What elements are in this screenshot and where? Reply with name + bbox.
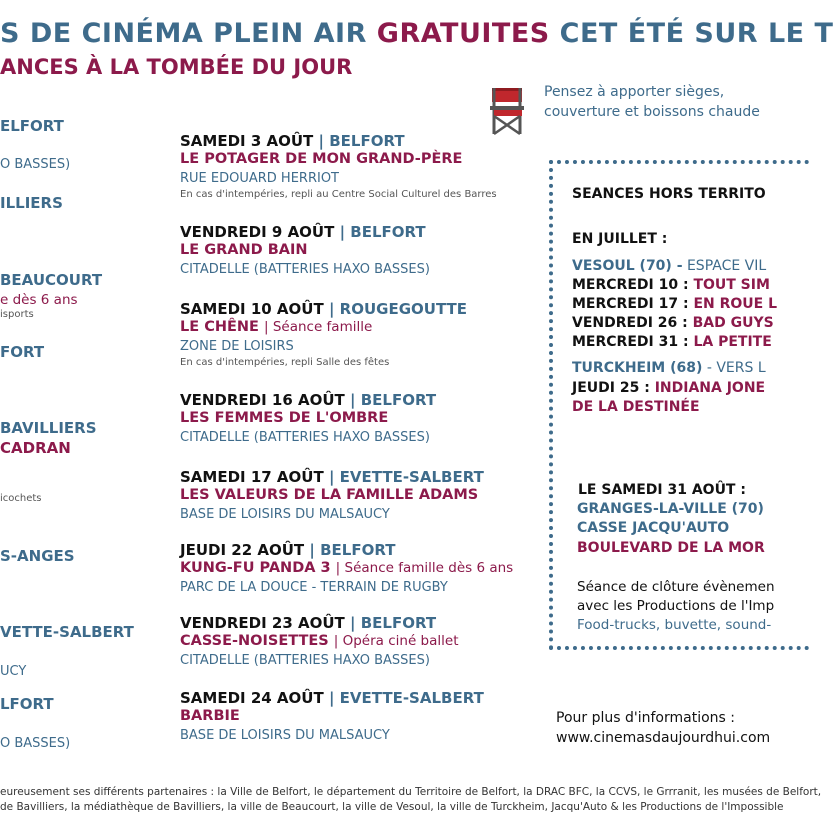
left-column-fragment: FORT xyxy=(0,343,45,361)
final-city: GRANGES-LA-VILLE (70) xyxy=(577,501,764,517)
event-film xyxy=(180,151,462,167)
event-place: BELFORT xyxy=(360,614,437,632)
event-place: EVETTE-SALBERT xyxy=(339,468,484,486)
poster-title: S DE CINÉMA PLEIN AIR GRATUITES CET ÉTÉ SUR LE T xyxy=(0,18,833,49)
vesoul-venue: VESOUL (70) - ESPACE VIL xyxy=(572,258,767,274)
event-date-line xyxy=(180,391,436,409)
event-separator: | xyxy=(323,689,340,707)
event-separator: | xyxy=(323,468,340,486)
partners-credit: de Bavilliers, la médiathèque de Bavilliers, la ville de Beaucourt, la ville de Vesoul, la ville de Turckheim, Jacqu'Auto & les Productions de l'Impossible xyxy=(0,801,784,813)
event-separator: | xyxy=(304,541,321,559)
left-column-fragment: isports xyxy=(0,309,34,320)
left-column-fragment: UCY xyxy=(0,664,27,679)
event-location: CITADELLE (BATTERIES HAXO BASSES) xyxy=(180,653,430,668)
event-date: VENDREDI 9 AOÛT xyxy=(180,223,335,241)
event-film-title: LE GRAND BAIN xyxy=(180,242,308,258)
left-column-fragment: LFORT xyxy=(0,695,54,713)
event-place: BELFORT xyxy=(329,132,405,150)
event-date-line xyxy=(180,541,395,559)
event-separator: | xyxy=(323,300,340,318)
event-date: SAMEDI 17 AOÛT xyxy=(180,468,324,486)
event-place: BELFORT xyxy=(350,223,426,241)
event-location: BASE DE LOISIRS DU MALSAUCY xyxy=(180,728,390,743)
juillet-screening: VENDREDI 26 : BAD GUYS xyxy=(572,315,774,331)
outside-heading: SEANCES HORS TERRITO xyxy=(572,186,766,202)
event-film xyxy=(180,410,388,426)
turckheim-screening: JEUDI 25 : INDIANA JONE xyxy=(572,380,766,396)
website-link[interactable]: www.cinemasdaujourdhui.com xyxy=(556,730,771,746)
event-date-line xyxy=(180,132,405,150)
left-column-fragment: BEAUCOURT xyxy=(0,271,103,289)
left-column-fragment: S-ANGES xyxy=(0,547,75,565)
event-separator: | xyxy=(344,391,361,409)
left-column-fragment: e dès 6 ans xyxy=(0,292,78,308)
event-date-line xyxy=(180,223,426,241)
event-film-title: CASSE-NOISETTES xyxy=(180,633,329,649)
more-info-label: Pour plus d'informations : xyxy=(556,710,735,726)
reminder-note xyxy=(544,82,760,122)
event-weather-note: En cas d'intempéries, repli au Centre Social Culturel des Barres xyxy=(180,189,497,200)
event-location: RUE EDOUARD HERRIOT xyxy=(180,171,339,186)
final-amenities: Food-trucks, buvette, sound- xyxy=(577,617,772,633)
event-film-note: | Séance famille xyxy=(263,319,373,335)
event-separator: | xyxy=(313,132,330,150)
final-date: LE SAMEDI 31 AOÛT : xyxy=(578,482,746,498)
event-place: BELFORT xyxy=(360,391,437,409)
event-separator: | xyxy=(334,223,351,241)
event-date-line xyxy=(180,300,467,318)
final-film: BOULEVARD DE LA MOR xyxy=(577,540,765,556)
event-film xyxy=(180,708,240,724)
left-column-fragment: ILLIERS xyxy=(0,194,63,212)
left-column-fragment: BAVILLIERS xyxy=(0,419,97,437)
directors-chair-icon xyxy=(484,82,542,140)
event-film xyxy=(180,487,478,503)
event-date-line xyxy=(180,614,436,632)
reminder-line: couverture et boissons chaude xyxy=(544,104,760,120)
month-label: EN JUILLET : xyxy=(572,231,668,247)
left-column-fragment: icochets xyxy=(0,493,42,504)
left-column-fragment: VETTE-SALBERT xyxy=(0,623,134,641)
event-place: ROUGEGOUTTE xyxy=(339,300,467,318)
left-column-fragment: O BASSES) xyxy=(0,736,71,751)
event-date: JEUDI 22 AOÛT xyxy=(180,541,305,559)
event-date-line xyxy=(180,689,484,707)
event-date: SAMEDI 24 AOÛT xyxy=(180,689,324,707)
event-place: EVETTE-SALBERT xyxy=(339,689,484,707)
event-film xyxy=(180,633,459,649)
event-date: SAMEDI 3 AOÛT xyxy=(180,132,314,150)
event-film xyxy=(180,560,513,576)
event-location: BASE DE LOISIRS DU MALSAUCY xyxy=(180,507,390,522)
left-column-fragment: O BASSES) xyxy=(0,157,71,172)
event-date: VENDREDI 16 AOÛT xyxy=(180,391,345,409)
event-date-line xyxy=(180,468,484,486)
final-description: avec les Productions de l'Imp xyxy=(577,598,775,614)
event-film-title: LE CHÊNE xyxy=(180,319,259,335)
event-date: SAMEDI 10 AOÛT xyxy=(180,300,324,318)
title-highlight: GRATUITES xyxy=(376,18,550,49)
turckheim-film-continued: DE LA DESTINÉE xyxy=(572,399,700,415)
event-film-title: LES FEMMES DE L'OMBRE xyxy=(180,410,389,426)
event-location: CITADELLE (BATTERIES HAXO BASSES) xyxy=(180,430,430,445)
event-location: CITADELLE (BATTERIES HAXO BASSES) xyxy=(180,262,430,277)
event-film-title: KUNG-FU PANDA 3 xyxy=(180,560,331,576)
final-place: CASSE JACQU'AUTO xyxy=(577,520,730,536)
event-film xyxy=(180,242,308,258)
event-weather-note: En cas d'intempéries, repli Salle des fêtes xyxy=(180,357,390,368)
partners-credit: eureusement ses différents partenaires : la Ville de Belfort, le département du Territoire de Belfort, la DRAC BFC, la CCVS, le Grrranit, les musées de Belfort, xyxy=(0,786,822,798)
final-description: Séance de clôture évènemen xyxy=(577,579,775,595)
event-film xyxy=(180,319,372,335)
left-column-fragment: ELFORT xyxy=(0,117,64,135)
event-location: ZONE DE LOISIRS xyxy=(180,339,294,354)
event-film-title: LES VALEURS DE LA FAMILLE ADAMS xyxy=(180,487,479,503)
turckheim-venue: TURCKHEIM (68) - VERS L xyxy=(572,360,766,376)
poster-subtitle: ANCES À LA TOMBÉE DU JOUR xyxy=(0,55,353,79)
juillet-screening: MERCREDI 31 : LA PETITE xyxy=(572,334,772,350)
event-film-note: | Séance famille dès 6 ans xyxy=(335,560,514,576)
event-film-title: LE POTAGER DE MON GRAND-PÈRE xyxy=(180,151,463,167)
event-location: PARC DE LA DOUCE - TERRAIN DE RUGBY xyxy=(180,580,448,595)
event-separator: | xyxy=(344,614,361,632)
reminder-line: Pensez à apporter sièges, xyxy=(544,84,725,100)
event-date: VENDREDI 23 AOÛT xyxy=(180,614,345,632)
juillet-screening: MERCREDI 17 : EN ROUE L xyxy=(572,296,777,312)
event-film-title: BARBIE xyxy=(180,708,240,724)
event-film-note: | Opéra ciné ballet xyxy=(333,633,459,649)
left-column-fragment: CADRAN xyxy=(0,439,71,457)
event-place: BELFORT xyxy=(320,541,396,559)
juillet-screening: MERCREDI 10 : TOUT SIM xyxy=(572,277,770,293)
